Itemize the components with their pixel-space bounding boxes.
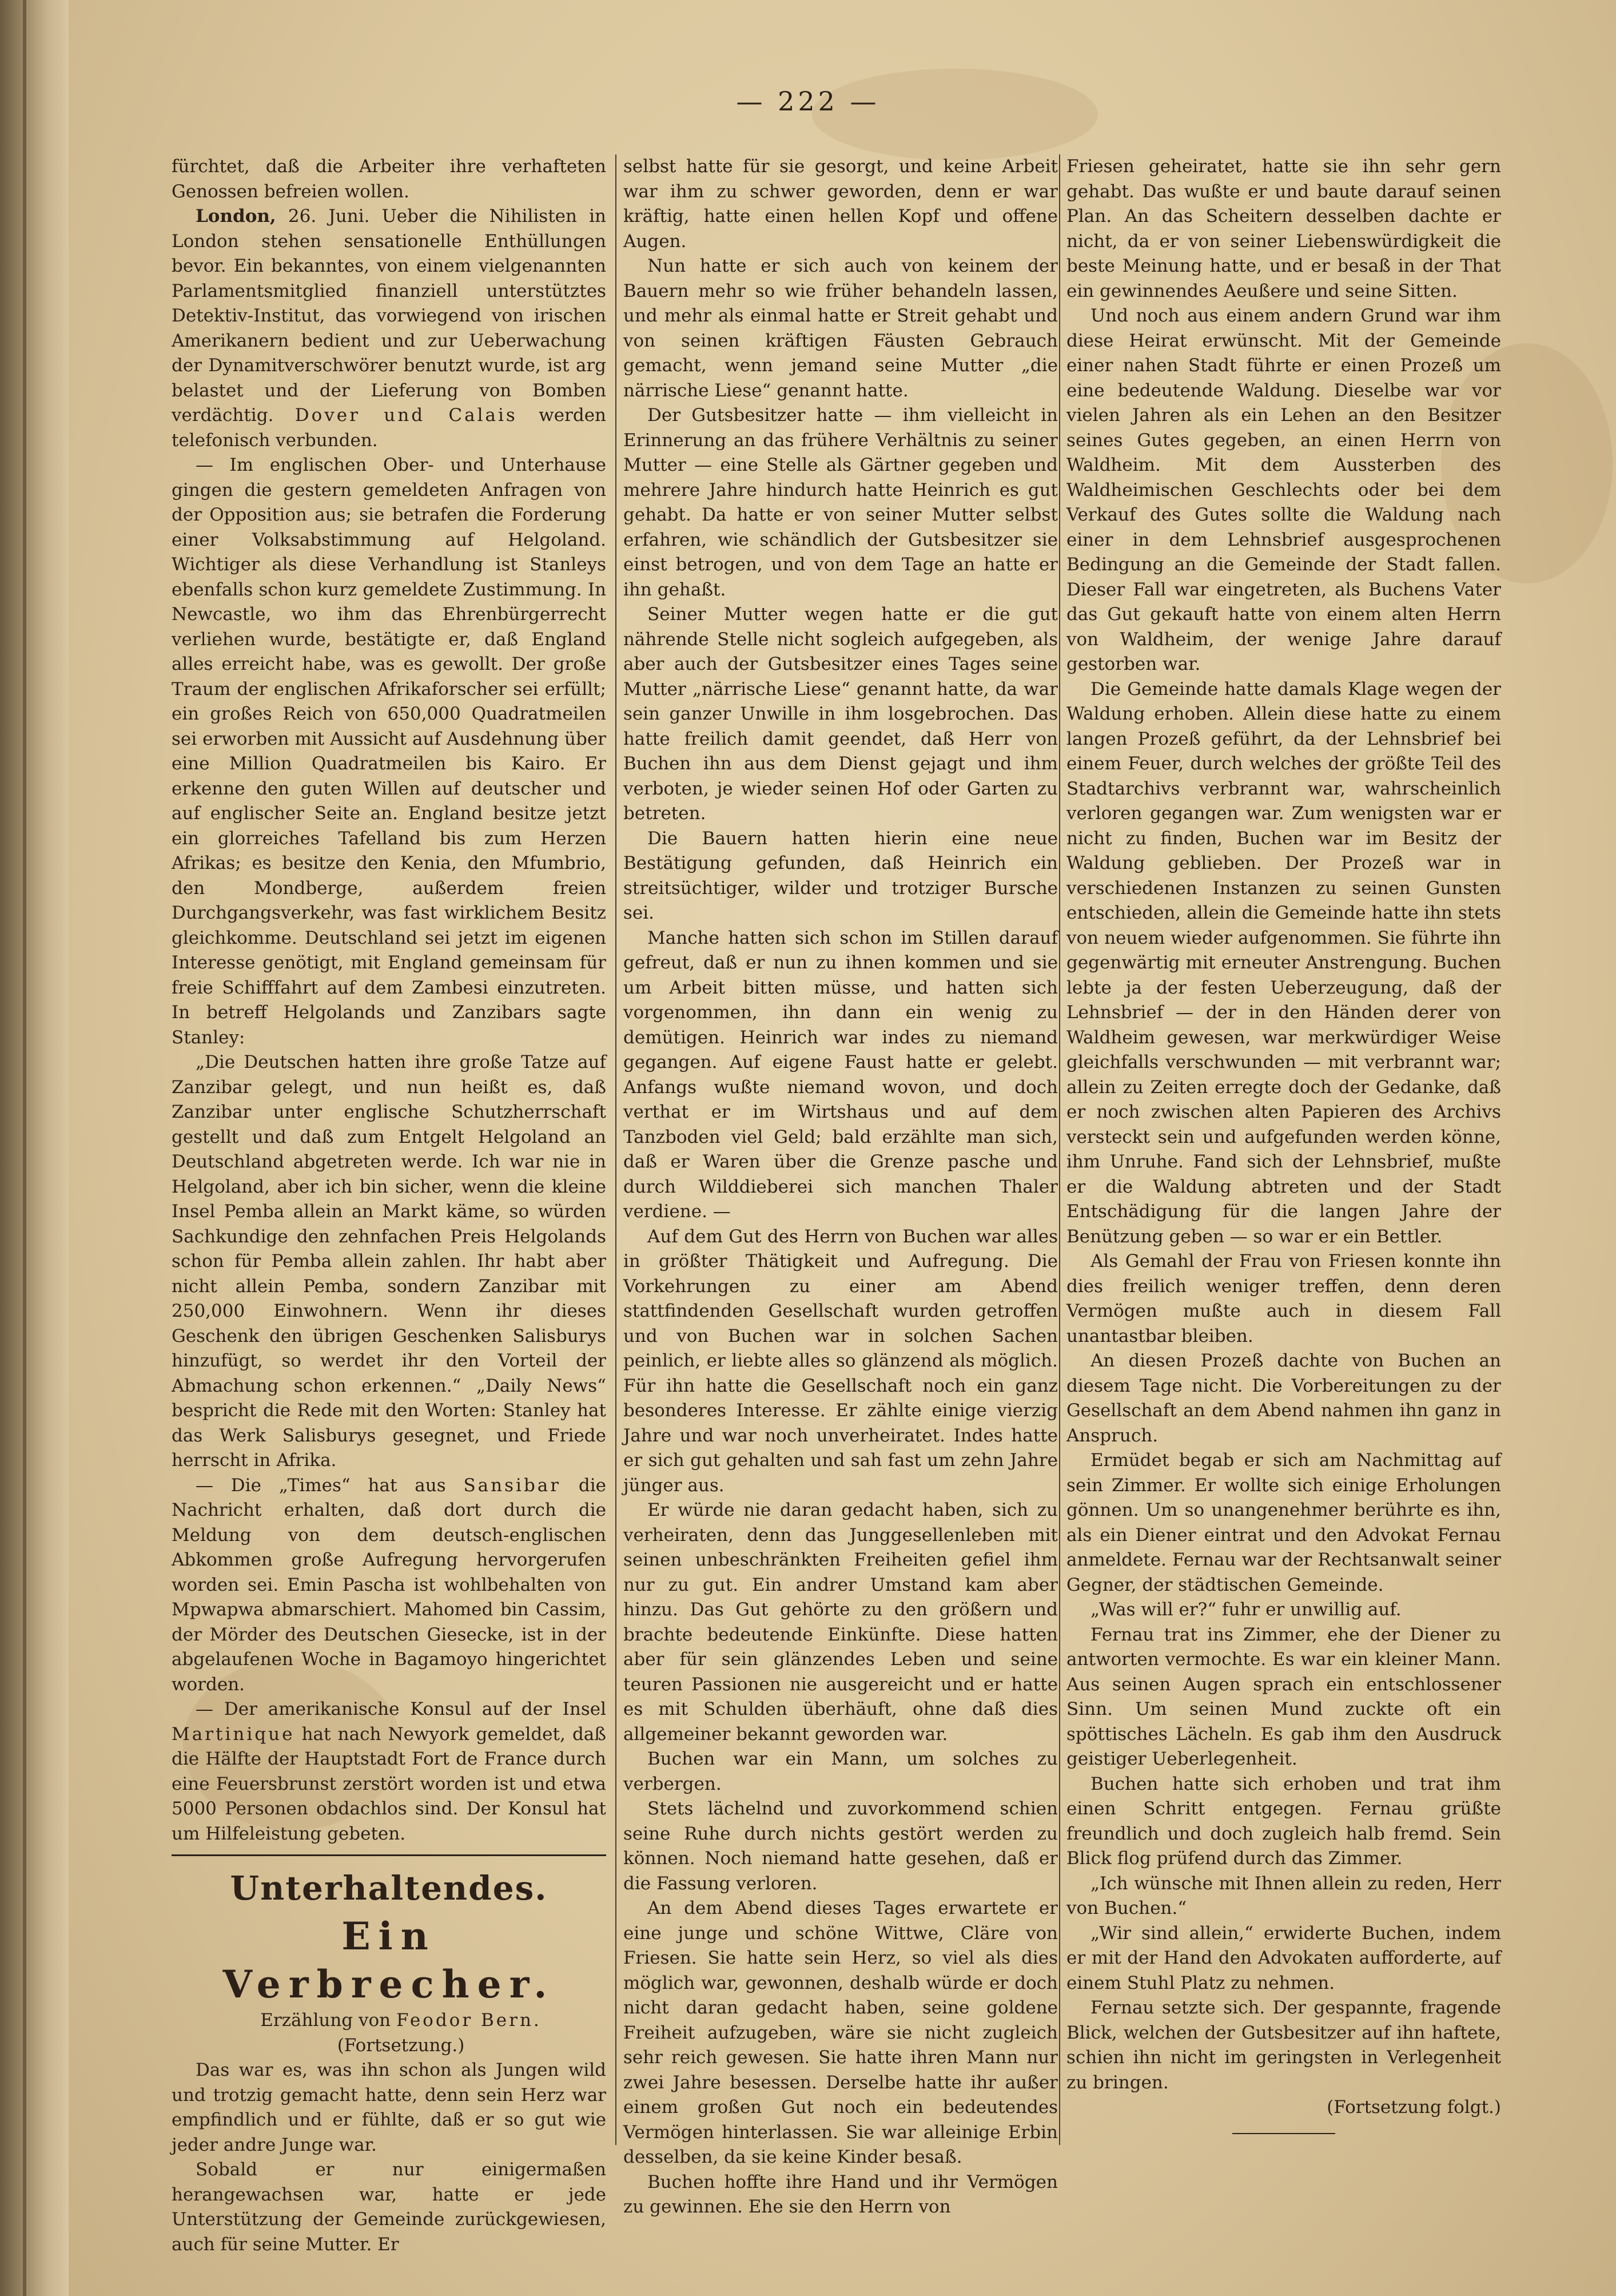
continuation-note: (Fortsetzung.) <box>337 2035 465 2056</box>
paragraph: Manche hatten sich schon im Stillen darauf gefreut, daß er nun zu ihnen kommen und sie um Arbeit bitten müsse, und hatten sich vorgenommen, ihn dann ein wenig zu demütigen. Heinrich war indes zu niemand gegangen. Auf eigene Faust hatte er gelebt. Anfangs wußte niemand wovon, und doch verthat er im Wirtshaus und auf dem Tanzboden viel Geld; bald erzählte man sich, daß er Waren über die Grenze pasche und durch Wilddieberei sich manchen Thaler verdiene. — <box>623 927 1058 1222</box>
news-text: — Der amerikanische Konsul auf der Insel <box>196 1699 606 1719</box>
paragraph: Und noch aus einem andern Grund war ihm diese Heirat erwünscht. Mit der Gemeinde einer nahen Stadt führte er einen Prozeß um eine bedeutende Waldung. Dieselbe war vor vielen Jahren als ein Lehen an den Besitzer seines Gutes gegeben, an einen Herrn von Waldheim. Mit dem Aussterben des Waldheimischen Geschlechts oder bei dem Verkauf des Gutes sollte die Waldung nach einer in dem Lehnsbrief ausgesprochenen Bedingung an die Gemeinde der Stadt fallen. Dieser Fall war eingetreten, als Buchens Vater das Gut gekauft hatte von einem alten Herrn von Waldheim, der wenige Jahre darauf gestorben war. <box>1066 305 1501 674</box>
place-name: Dover und Calais <box>294 405 518 426</box>
paragraph: Stets lächelnd und zuvorkommend schien seine Ruhe durch nichts gestört werden zu können. Noch niemand hatte gesehen, daß er die Fassung verloren. <box>623 1798 1058 1894</box>
page-number: — 222 — <box>736 86 880 117</box>
paragraph: Sobald er nur einigermaßen herangewachsen war, hatte er jede Unterstützung der Gemeinde zurückgewiesen, auch für seine Mutter. Er <box>172 2159 606 2255</box>
paragraph: „Was will er?“ fuhr er unwillig auf. <box>1090 1599 1402 1620</box>
paragraph: Auf dem Gut des Herrn von Buchen war alles in größter Thätigkeit und Aufregung. Die Vorkehrungen zu einer am Abend stattfindenden Gesellschaft wurden getroffen und von Buchen war in solchen Sachen peinlich, er liebte alles so glänzend als möglich. Für ihn hatte die Gesellschaft noch ein ganz besonderes Interesse. Er zählte einige vierzig Jahre und war noch unverheiratet. Indes hatte er sich gut gehalten und sah fast um zehn Jahre jünger aus. <box>623 1226 1058 1496</box>
paragraph: An diesen Prozeß dachte von Buchen an diesem Tage nicht. Die Vorbereitungen zu der Gesellschaft an dem Abend nahmen ihn ganz in Anspruch. <box>1066 1350 1501 1446</box>
column-1 <box>172 154 606 2257</box>
book-spine <box>0 0 69 2296</box>
dateline: London, <box>196 206 276 227</box>
column-2 <box>623 154 1058 2220</box>
column-divider <box>615 154 616 2145</box>
paragraph: „Die Deutschen hatten ihre große Tatze auf Zanzibar gelegt, und nun heißt es, daß Zanzibar unter englische Schutzherrschaft gestellt und daß zum Entgelt Helgoland an Deutschland abgetreten werde. Ich war nie in Helgoland, aber ich bin sicher, wenn die kleine Insel Pemba allein an Markt käme, so würden Sachkundige den zehnfachen Preis Helgolands schon für Pemba allein zahlen. Ihr habt aber nicht allein Pemba, sondern Zanzibar mit 250,000 Einwohnern. Wenn ihr dieses Geschenk den übrigen Geschenken Salisburys hinzufügt, so werdet ihr den Vorteil der Abmachung schon erkennen.“ „Daily News“ bespricht die Rede mit den Worten: Stanley hat das Werk Salisburys gesegnet, und Friede herrscht in Afrika. <box>172 1052 606 1471</box>
paragraph: Die Gemeinde hatte damals Klage wegen der Waldung erhoben. Allein diese hatte zu einem langen Prozeß geführt, da der Lehnsbrief bei einem Feuer, durch welches der größte Teil des Stadtarchivs verbrannt war, wahrscheinlich verloren gegangen war. Zum wenigsten war er nicht zu finden, Buchen war im Besitz der Waldung geblieben. Der Prozeß war in verschiedenen Instanzen zu seinen Gunsten entschieden, allein die Gemeinde hatte ihn stets von neuem wieder aufgenommen. Sie führte ihn gegenwärtig mit erneuter Anstrengung. Buchen lebte ja der festen Ueberzeugung, daß der Lehnsbrief — der in den Händen derer von Waldheim gewesen, war merkwürdiger Weise gleichfalls verschwunden — mit verbrannt war; allein zu Zeiten erregte doch der Gedanke, daß er noch zwischen alten Papieren des Archivs versteckt sein und aufgefunden werden könne, ihm Unruhe. Fand sich der Lehnsbrief, mußte er die Waldung abtreten und der Stadt Entschädigung für die langen Jahre der Benützung geben — so war er ein Bettler. <box>1066 678 1501 1247</box>
paragraph: Friesen geheiratet, hatte sie ihn sehr gern gehabt. Das wußte er und baute darauf seinen Plan. An das Scheitern desselben dachte er nicht, da er von seiner Liebenswürdigkeit die beste Meinung hatte, und er besaß in der That ein gewinnendes Aeußere und seine Sitten. <box>1066 156 1501 301</box>
news-item-times <box>172 1473 606 1698</box>
news-item-london <box>172 204 606 453</box>
paragraph: Die Bauern hatten hierin eine neue Bestätigung gefunden, daß Heinrich ein streitsüchtiger, wilder und trotziger Bursche sei. <box>623 828 1058 923</box>
story-title: Ein Verbrecher. <box>222 1914 555 2007</box>
paragraph: fürchtet, daß die Arbeiter ihre verhafteten Genossen befreien wollen. <box>172 156 606 202</box>
end-divider <box>1232 2133 1335 2134</box>
paragraph: Buchen hoffte ihre Hand und ihr Vermögen zu gewinnen. Ehe sie den Herrn von <box>623 2171 1058 2217</box>
to-be-continued-note: (Fortsetzung folgt.) <box>1327 2097 1501 2118</box>
paragraph: Buchen hatte sich erhoben und trat ihm einen Schritt entgegen. Fernau grüßte freundlich und doch zugleich halb fremd. Sein Blick flog prüfend durch das Zimmer. <box>1066 1773 1501 1869</box>
paragraph: Fernau setzte sich. Der gespannte, fragende Blick, welchen der Gutsbesitzer auf ihn haftete, schien ihn nicht im geringsten in Verlegenheit zu bringen. <box>1066 1997 1501 2093</box>
paragraph: Der Gutsbesitzer hatte — ihm vielleicht in Erinnerung an das frühere Verhältnis zu seiner Mutter — eine Stelle als Gärtner gegeben und mehrere Jahre hindurch hatte Heinrich es gut gehabt. Da hatte er von seiner Mutter selbst erfahren, wie schändlich der Gutsbesitzer sie einst betrogen, und von dem Tage an hatte er ihn gehaßt. <box>623 405 1058 600</box>
paragraph: Er würde nie daran gedacht haben, sich zu verheiraten, denn das Junggesellenleben mit seinen unbeschränkten Freiheiten gefiel ihm nur zu gut. Ein andrer Umstand kam aber hinzu. Das Gut gehörte zu den größern und brachte bedeutende Einkünfte. Diese hatten aber für sein glänzendes Leben und seine teuren Passionen nie ausgereicht und er hatte es mit Schulden überhäuft, ohne daß dies allgemeiner bekannt geworden war. <box>623 1500 1058 1745</box>
paragraph: Als Gemahl der Frau von Friesen konnte ihn dies freilich weniger treffen, denn deren Vermögen mußte auch in diesem Fall unantastbar bleiben. <box>1066 1251 1501 1346</box>
news-text: hat nach Newyork gemeldet, daß die Hälfte der Hauptstadt Fort de France durch eine Feuersbrunst zerstört worden ist und etwa 5000 Personen obdachlos sind. Der Konsul hat um Hilfeleistung gebeten. <box>172 1723 606 1844</box>
section-divider <box>172 1854 606 1856</box>
paragraph: Fernau trat ins Zimmer, ehe der Diener zu antworten vermochte. Es war ein kleiner Mann. Aus seinen Augen sprach ein entschlossener Sinn. Um seinen Mund zuckte oft ein spöttisches Lächeln. Es gab ihm den Ausdruck geistiger Ueberlegenheit. <box>1066 1624 1501 1769</box>
spine-edge <box>23 0 26 2296</box>
paragraph: Nun hatte er sich auch von keinem der Bauern mehr so wie früher behandeln lassen, und mehr als einmal hatte er Streit gehabt und von seinen kräftigen Fäusten Gebrauch gemacht, wenn jemand seine Mutter „die närrische Liese“ genannt hatte. <box>623 256 1058 401</box>
place-name: Sansibar <box>463 1475 562 1496</box>
paragraph: selbst hatte für sie gesorgt, und keine Arbeit war ihm zu schwer geworden, denn er war kräftig, hatte einen hellen Kopf und offene Augen. <box>623 156 1058 252</box>
paragraph: Seiner Mutter wegen hatte er die gut nährende Stelle nicht sogleich aufgegeben, als aber auch der Gutsbesitzer eines Tages seine Mutter „närrische Liese“ genannt hatte, da war sein ganzer Unwille in ihm losgebrochen. Das hatte freilich damit geendet, daß Herr von Buchen ihn aus dem Dienst gejagt und ihm verboten, je wieder seinen Hof oder Garten zu betreten. <box>623 604 1058 824</box>
news-text: 26. Juni. Ueber die Nihilisten in London stehen sensationelle Enthüllungen bevor. Ein bekanntes, von einem vielgenannten Parlamentsmitglied finanziell unterstütztes Detektiv-Institut, das vorwiegend von irischen Amerikanern bedient und zur Ueberwachung der Dynamitverschwörer benutzt wurde, ist arg belastet und der Lieferung von Bomben verdächtig. <box>172 206 606 426</box>
paragraph: Buchen war ein Mann, um solches zu verbergen. <box>623 1749 1058 1794</box>
column-divider <box>1059 154 1060 2145</box>
column-3 <box>1066 154 1501 2134</box>
place-name: Martinique <box>172 1723 295 1745</box>
author-name: Feodor Bern. <box>396 2010 542 2031</box>
story-byline <box>172 2008 606 2033</box>
paragraph: Das war es, was ihn schon als Jungen wild und trotzig gemacht hatte, denn sein Herz war empfindlich und er fühlte, daß er so gut wie jeder andre Junge war. <box>172 2060 606 2155</box>
news-text: — Die „Times“ hat aus <box>196 1475 446 1496</box>
byline-text: Erzählung von <box>260 2010 391 2031</box>
news-text: werden telefonisch verbunden. <box>172 405 607 451</box>
news-text: die Nachricht erhalten, daß dort durch die Meldung von dem deutsch-englischen Abkommen große Aufregung hervorgerufen worden sei. Emin Pascha ist wohlbehalten von Mpwapwa abmarschiert. Mahomed bin Cassim, der Mörder des Deutschen Giesecke, ist in der abgelaufenen Woche in Bagamoyo hingerichtet worden. <box>172 1475 607 1695</box>
paragraph: — Im englischen Ober- und Unterhause gingen die gestern gemeldeten Anfragen von der Opposition aus; sie betrafen die Forderung einer Volksabstimmung auf Helgoland. Wichtiger als diese Verhandlung ist Stanleys ebenfalls schon kurz gemeldete Zustimmung. In Newcastle, wo ihm das Ehrenbürgerrecht verliehen wurde, bestätigte er, daß England alles erreicht habe, was es gewollt. Der große Traum der englischen Afrikaforscher sei erfüllt; ein großes Reich von 650,000 Quadratmeilen sei erworben mit Aussicht auf Ausdehnung über eine Million Quadratmeilen bis Kairo. Er erkenne den guten Willen auf deutscher und auf englischer Seite an. England besitze jetzt ein glorreiches Tafelland bis zum Herzen Afrikas; es besitze den Kenia, den Mfumbrio, den Mondberge, außerdem freien Durchgangsverkehr, was fast wirklichem Besitz gleichkomme. Deutschland sei jetzt im eigenen Interesse genötigt, mit England gemeinsam für freie Schifffahrt auf dem Zambesi einzutreten. In betreff Helgolands und Zanzibars sagte Stanley: <box>172 455 606 1048</box>
paragraph: An dem Abend dieses Tages erwartete er eine junge und schöne Wittwe, Cläre von Friesen. Sie hatte sein Herz, so viel als dies möglich war, gewonnen, deshalb würde er doch nicht daran gedacht haben, seine goldene Freiheit aufzugeben, wäre sie nicht zugleich sehr reich gewesen. Sie hatte ihren Mann nur zwei Jahre besessen. Derselbe hatte ihr außer einem großen Gut noch ein bedeutendes Vermögen hinterlassen. Sie war alleinige Erbin desselben, da sie keine Kinder besaß. <box>623 1898 1058 2167</box>
section-heading: Unterhaltendes. <box>230 1869 548 1908</box>
paragraph: „Ich wünsche mit Ihnen allein zu reden, Herr von Buchen.“ <box>1066 1873 1501 1918</box>
paragraph: Ermüdet begab er sich am Nachmittag auf sein Zimmer. Er wollte sich einige Erholungen gönnen. Um so unangenehmer berührte es ihn, als ein Diener eintrat und den Advokat Fernau anmeldete. Fernau war der Rechtsanwalt seiner Gegner, der städtischen Gemeinde. <box>1066 1450 1501 1595</box>
news-item-martinique <box>172 1697 606 1846</box>
paragraph: „Wir sind allein,“ erwiderte Buchen, indem er mit der Hand den Advokaten aufforderte, auf einem Stuhl Platz zu nehmen. <box>1066 1922 1501 1993</box>
